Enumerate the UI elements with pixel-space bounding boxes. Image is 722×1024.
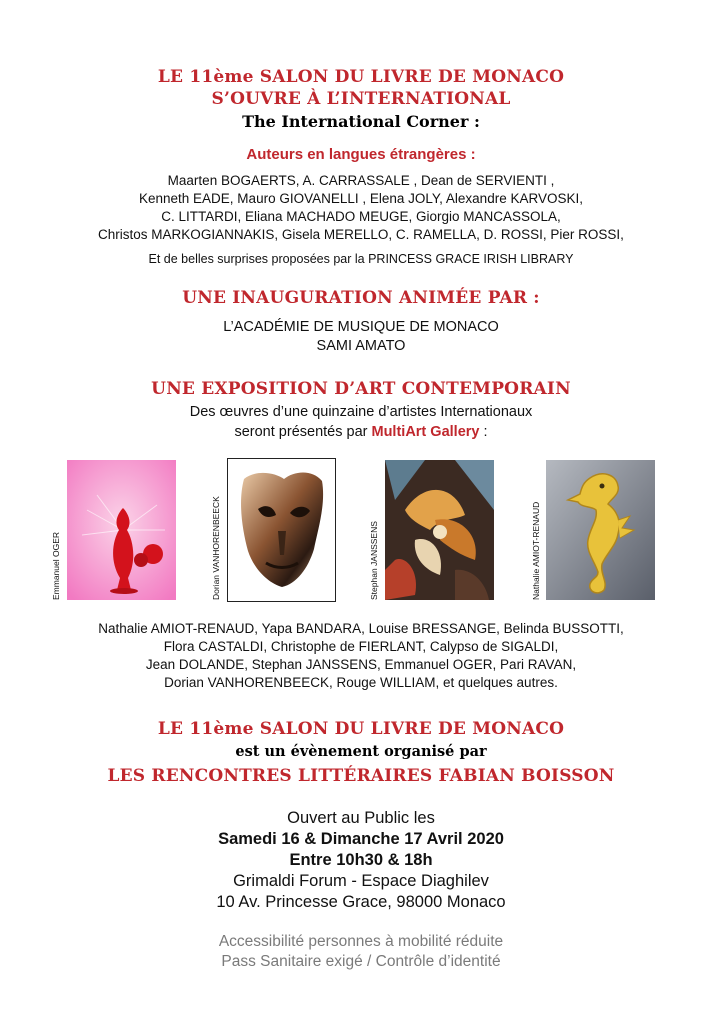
organizer-title: LE 11ème SALON DU LIVRE DE MONACO [157,719,565,739]
authors-line-2: Kenneth EADE, Mauro GIOVANELLI , Elena JOLY, Alexandre KARVOSKI, [139,191,583,206]
exhibition-line-1: Des œuvres d’une quinzaine d’artistes Internationaux [189,404,533,420]
abstract-flower-painting-image [385,460,494,600]
authors-note: Et de belles surprises proposées par la PRINCESS GRACE IRISH LIBRARY [148,252,574,266]
authors-list [0,172,722,244]
event-venue: Grimaldi Forum - Espace Diaghilev [233,872,489,890]
exhibition-line-2-prefix: seront présentés par [234,424,368,440]
exhibition-body [0,402,722,442]
event-hours: Entre 10h30 & 18h [289,851,433,869]
exhibition-heading: UNE EXPOSITION D’ART CONTEMPORAIN [151,379,571,399]
event-dates: Samedi 16 & Dimanche 17 Avril 2020 [218,830,504,848]
gallery-name: MultiArt Gallery [371,424,480,440]
artwork-label-amiot-renaud: Nathalie AMIOT-RENAUD [531,501,541,600]
authors-heading: Auteurs en langues étrangères : [246,146,476,163]
artists-line-3: Jean DOLANDE, Stephan JANSSENS, Emmanuel OGER, Pari RAVAN, [145,657,577,672]
organizer-name: LES RENCONTRES LITTÉRAIRES FABIAN BOISSON [107,766,615,786]
accessibility-note: Accessibilité personnes à mobilité réduite [218,933,504,950]
authors-line-4: Christos MARKOGIANNAKIS, Gisela MERELLO, C. RAMELLA, D. ROSSI, Pier ROSSI, [98,227,624,242]
inauguration-body [0,318,722,356]
subtitle: The International Corner : [242,112,480,131]
metal-mask-image [227,458,336,602]
footer-notes [0,932,722,972]
exhibition-line-2 [0,422,722,442]
inauguration-line-1: L’ACADÉMIE DE MUSIQUE DE MONACO [223,319,499,335]
open-label: Ouvert au Public les [287,809,435,827]
artists-line-1: Nathalie AMIOT-RENAUD, Yapa BANDARA, Louise BRESSANGE, Belinda BUSSOTTI, [98,621,624,636]
red-sculpture-image [67,460,176,600]
sanitary-note: Pass Sanitaire exigé / Contrôle d’identité [221,953,501,970]
artists-list [0,620,722,692]
authors-line-3: C. LITTARDI, Eliana MACHADO MEUGE, Giorgio MANCASSOLA, [161,209,561,224]
main-title [0,66,722,110]
artists-line-4: Dorian VANHORENBEECK, Rouge WILLIAM, et quelques autres. [164,675,558,690]
seahorse-painting-image [546,460,655,600]
authors-line-1: Maarten BOGAERTS, A. CARRASSALE , Dean de SERVIENTI , [167,173,555,188]
event-address: 10 Av. Princesse Grace, 98000 Monaco [216,893,506,911]
event-info [0,808,722,913]
artwork-label-vanhorenbeeck: Dorian VANHORENBEECK [211,496,221,600]
exhibition-line-2-suffix: : [479,424,488,440]
organizer-subtitle: est un évènement organisé par [235,743,487,760]
title-line-2: S’OUVRE À L’INTERNATIONAL [211,89,511,109]
artwork-label-janssens: Stephan JANSSENS [369,521,379,600]
inauguration-heading: UNE INAUGURATION ANIMÉE PAR : [182,288,540,308]
artists-line-2: Flora CASTALDI, Christophe de FIERLANT, Calypso de SIGALDI, [163,639,559,654]
inauguration-line-2: SAMI AMATO [316,338,406,354]
artwork-label-oger: Emmanuel OGER [51,531,61,600]
title-line-1: LE 11ème SALON DU LIVRE DE MONACO [157,67,565,87]
